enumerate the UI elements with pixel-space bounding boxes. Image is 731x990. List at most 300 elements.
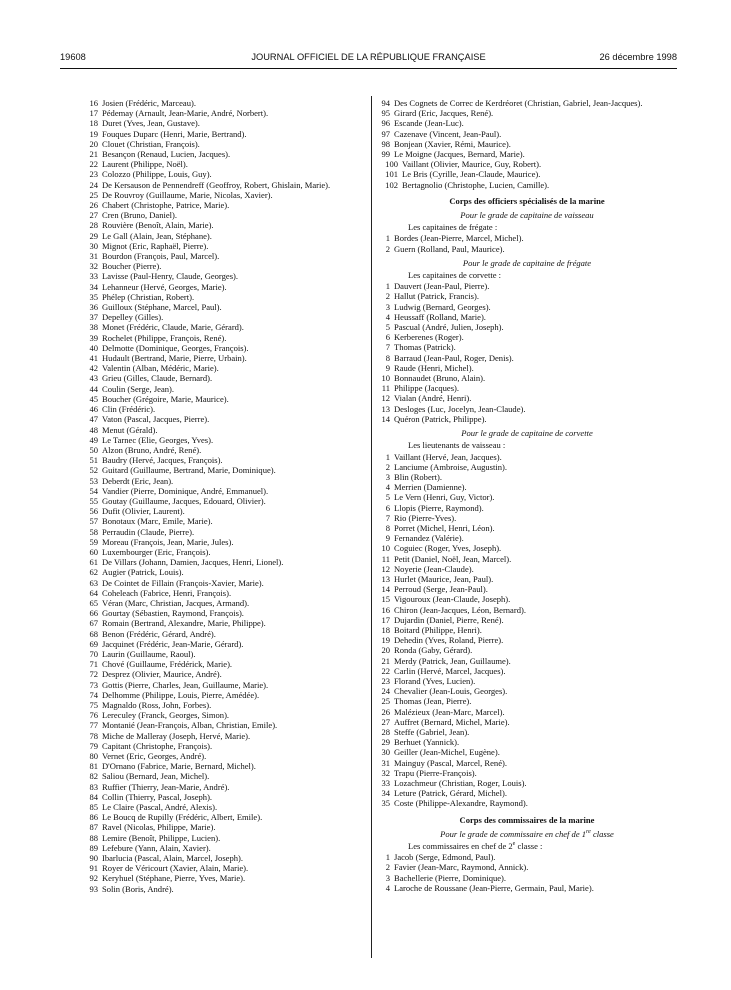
list-item: [80, 118, 366, 128]
item-number: 86: [89, 812, 98, 823]
item-number: 4: [385, 882, 390, 893]
list-item: [80, 547, 366, 557]
item-number: 64: [89, 587, 98, 598]
item-name: Montanié (Jean-François, Alban, Christian, Emile).: [102, 720, 278, 731]
list-item: [378, 747, 676, 757]
list-item: [80, 282, 366, 292]
list-item: [378, 554, 676, 564]
list-item: [378, 656, 676, 666]
list-item: [80, 741, 366, 751]
item-name: De Cointet de Fillain (François-Xavier, Marie).: [102, 577, 264, 588]
list-item: [80, 353, 366, 363]
item-number: 100: [385, 159, 398, 170]
item-number: 16: [381, 604, 390, 615]
item-number: 1: [385, 451, 390, 462]
list-item: [378, 513, 676, 523]
list-item: [378, 594, 676, 604]
item-number: 84: [89, 791, 98, 802]
item-name: Jacquinet (Frédéric, Jean-Marie, Gérard).: [102, 638, 244, 649]
item-number: 77: [89, 720, 98, 731]
item-name: Dufit (Olivier, Laurent).: [102, 506, 185, 517]
item-name: Deberdt (Eric, Jean).: [102, 475, 174, 486]
item-number: 26: [89, 200, 98, 211]
item-name: Gourtay (Sébastien, Raymond, François).: [102, 608, 244, 619]
item-number: 101: [385, 169, 398, 180]
item-number: 29: [381, 737, 390, 748]
list-item: [378, 98, 676, 108]
page-number: 19608: [60, 52, 86, 62]
list-corvette: [378, 452, 676, 809]
item-number: 88: [89, 832, 98, 843]
item-name: Fernandez (Valérie).: [394, 533, 464, 544]
list-item: [80, 618, 366, 628]
list-item: [378, 462, 676, 472]
item-number: 54: [89, 485, 98, 496]
item-name: Chabert (Christophe, Patrice, Marie).: [102, 200, 230, 211]
list-item: [80, 190, 366, 200]
list-item: [80, 710, 366, 720]
list-item: [80, 220, 366, 230]
item-number: 53: [89, 475, 98, 486]
list-item: [80, 231, 366, 241]
item-name: Alzon (Bruno, André, René).: [102, 444, 202, 455]
item-name: Bachellerie (Pierre, Dominique).: [394, 872, 507, 883]
item-number: 30: [89, 240, 98, 251]
item-name: Dauvert (Jean-Paul, Pierre).: [394, 281, 490, 292]
item-name: Auffret (Bernard, Michel, Marie).: [394, 716, 510, 727]
item-number: 79: [89, 740, 98, 751]
list-item: [378, 717, 676, 727]
item-number: 65: [89, 597, 98, 608]
grade-title-fregate: Pour le grade de capitaine de frégate: [462, 257, 592, 268]
list-item: [80, 751, 366, 761]
item-name: De Rouvroy (Guillaume, Marie, Nicolas, Xavier).: [102, 189, 273, 200]
item-number: 14: [381, 413, 390, 424]
item-name: Thomas (Jean, Pierre).: [394, 696, 472, 707]
item-number: 30: [381, 747, 390, 758]
journal-title: JOURNAL OFFICIEL DE LA RÉPUBLIQUE FRANÇAISE: [251, 52, 486, 62]
item-name: Ludwig (Bernard, Georges).: [394, 301, 491, 312]
item-number: 92: [89, 873, 98, 884]
item-number: 24: [381, 686, 390, 697]
header-rule: [60, 68, 677, 69]
item-number: 52: [89, 465, 98, 476]
item-number: 3: [385, 872, 390, 883]
item-name: Desprez (Olivier, Maurice, André).: [102, 669, 222, 680]
list-item: [378, 676, 676, 686]
item-number: 99: [381, 149, 390, 160]
list-item: [378, 503, 676, 513]
item-name: Monet (Frédéric, Claude, Marie, Gérard).: [102, 322, 244, 333]
item-number: 28: [381, 726, 390, 737]
item-number: 2: [385, 291, 390, 302]
item-number: 20: [381, 645, 390, 656]
item-number: 3: [385, 301, 390, 312]
item-number: 29: [89, 230, 98, 241]
list-item: [378, 523, 676, 533]
list-item: [378, 768, 676, 778]
item-number: 22: [381, 665, 390, 676]
subheading-commissaires: Les commissaires en chef de 2e classe :: [408, 841, 543, 852]
list-item: [378, 332, 676, 342]
item-name: De Kersauson de Pennendreff (Geoffroy, Robert, Ghislain, Marie).: [102, 179, 331, 190]
list-item: [80, 598, 366, 608]
item-number: 6: [385, 332, 390, 343]
item-name: Lemire (Benoît, Philippe, Lucien).: [102, 832, 221, 843]
item-number: 21: [89, 149, 98, 160]
list-item: [80, 169, 366, 179]
list-item: [378, 482, 676, 492]
list-item: [378, 758, 676, 768]
list-item: [378, 564, 676, 574]
list-item: [378, 574, 676, 584]
subheading-capitaines-corvette: Les capitaines de corvette :: [408, 270, 502, 281]
item-name: Bourdon (François, Paul, Marcel).: [102, 251, 220, 262]
item-number: 26: [381, 706, 390, 717]
list-item: [378, 727, 676, 737]
item-number: 37: [89, 312, 98, 323]
item-name: Favier (Jean-Marc, Raymond, Annick).: [394, 862, 529, 873]
list-item: [80, 312, 366, 322]
item-name: Bertagnolio (Christophe, Lucien, Camille).: [402, 179, 550, 190]
item-name: Romain (Bertrand, Alexandre, Marie, Philippe).: [102, 618, 266, 629]
item-name: Fouques Duparc (Henri, Marie, Bertrand).: [102, 128, 247, 139]
item-name: Lereculey (Franck, Georges, Simon).: [102, 710, 230, 721]
column-divider: [371, 96, 372, 958]
item-name: Hallut (Patrick, Francis).: [394, 291, 479, 302]
list-item: [378, 414, 676, 424]
item-number: 5: [385, 322, 390, 333]
item-name: Porret (Michel, Henri, Léon).: [394, 522, 495, 533]
list-item: [80, 782, 366, 792]
list-item: [80, 200, 366, 210]
item-name: Kerberenes (Roger).: [394, 332, 464, 343]
item-name: Luxembourger (Eric, François).: [102, 546, 211, 557]
item-name: Cren (Bruno, Daniel).: [102, 210, 178, 221]
item-number: 1: [385, 281, 390, 292]
item-name: Jacob (Serge, Edmond, Paul).: [394, 852, 496, 863]
item-number: 94: [381, 98, 390, 108]
list-item: [378, 635, 676, 645]
list-item: [378, 472, 676, 482]
item-name: Le Bris (Cyrille, Jean-Claude, Maurice).: [402, 169, 541, 180]
item-name: Le Boucq de Rupilly (Frédéric, Albert, Emile).: [102, 812, 263, 823]
item-number: 6: [385, 502, 390, 513]
item-name: Keryhuel (Stéphane, Pierre, Yves, Marie).: [102, 873, 246, 884]
list-item: [80, 241, 366, 251]
list-item: [378, 139, 676, 149]
item-name: Mignot (Eric, Raphaël, Pierre).: [102, 240, 209, 251]
item-name: Rio (Pierre-Yves).: [394, 512, 457, 523]
item-number: 62: [89, 567, 98, 578]
item-name: Laroche de Roussane (Jean-Pierre, Germain, Paul, Marie).: [394, 882, 594, 893]
item-number: 35: [89, 291, 98, 302]
item-name: Josien (Frédéric, Marceau).: [102, 98, 196, 108]
list-commissaires: [378, 852, 676, 893]
list-item: [378, 363, 676, 373]
item-name: Raude (Henri, Michel).: [394, 362, 474, 373]
item-name: Chové (Guillaume, Frédérick, Marie).: [102, 659, 233, 670]
list-item: [378, 798, 676, 808]
item-number: 85: [89, 802, 98, 813]
list-item: [80, 516, 366, 526]
item-name: Perraudin (Claude, Pierre).: [102, 526, 195, 537]
list-item: [80, 486, 366, 496]
list-item: [80, 343, 366, 353]
item-number: 33: [89, 271, 98, 282]
item-name: Pédemay (Arnault, Jean-Marie, André, Norbert).: [102, 108, 269, 119]
item-number: 80: [89, 751, 98, 761]
item-name: Gottis (Pierre, Charles, Jean, Guillaume, Marie).: [102, 679, 269, 690]
item-name: Hurlet (Maurice, Jean, Paul).: [394, 573, 494, 584]
item-name: Vigouroux (Jean-Claude, Joseph).: [394, 594, 511, 605]
list-item: [80, 261, 366, 271]
list-item: [80, 557, 366, 567]
item-name: Grieu (Gilles, Claude, Bernard).: [102, 373, 213, 384]
list-item: [80, 700, 366, 710]
item-number: 55: [89, 495, 98, 506]
item-name: Vialan (André, Henri).: [394, 393, 472, 404]
item-name: Coheleach (Fabrice, Henri, François).: [102, 587, 232, 598]
list-item: [80, 639, 366, 649]
item-number: 70: [89, 648, 98, 659]
item-number: 16: [89, 98, 98, 108]
list-item: [378, 492, 676, 502]
item-name: Bonotaux (Marc, Emile, Marie).: [102, 516, 213, 527]
list-item: [80, 771, 366, 781]
list-item: [378, 169, 676, 179]
item-name: Dehedin (Yves, Roland, Pierre).: [394, 635, 504, 646]
item-number: 17: [89, 108, 98, 119]
list-item: [80, 863, 366, 873]
list-item: [80, 373, 366, 383]
item-number: 69: [89, 638, 98, 649]
list-item: [80, 251, 366, 261]
list-item: [80, 404, 366, 414]
item-number: 2: [385, 461, 390, 472]
item-name: Steffe (Gabriel, Jean).: [394, 726, 470, 737]
list-item: [80, 302, 366, 312]
item-number: 2: [385, 243, 390, 254]
item-name: Chevalier (Jean-Louis, Georges).: [394, 686, 508, 697]
list-item: [378, 233, 676, 243]
item-name: Boucher (Pierre).: [102, 261, 162, 272]
item-number: 95: [381, 108, 390, 119]
list-item: [80, 333, 366, 343]
list-item: [378, 302, 676, 312]
item-name: Ruffier (Thierry, Jean-Marie, André).: [102, 781, 230, 792]
item-name: Baudry (Hervé, Jacques, François).: [102, 455, 223, 466]
list-item: [80, 149, 366, 159]
item-number: 56: [89, 506, 98, 517]
item-name: Augier (Patrick, Louis).: [102, 567, 184, 578]
item-number: 44: [89, 383, 98, 394]
list-item: [80, 873, 366, 883]
item-name: Benon (Frédéric, Gérard, André).: [102, 628, 216, 639]
list-item: [80, 129, 366, 139]
list-item: [80, 720, 366, 730]
list-item: [80, 680, 366, 690]
item-name: Menut (Gérald).: [102, 424, 158, 435]
subheading-lieutenants: Les lieutenants de vaisseau :: [408, 440, 506, 451]
item-name: Clin (Frédéric).: [102, 404, 156, 415]
list-item: [80, 455, 366, 465]
item-name: Trapu (Pierre-François).: [394, 767, 477, 778]
item-name: Geiller (Jean-Michel, Eugène).: [394, 747, 500, 758]
item-name: Vaillant (Hervé, Jean, Jacques).: [394, 451, 502, 462]
grade-title-commissaire: Pour le grade de commissaire en chef de 1re classe: [440, 828, 614, 839]
item-number: 87: [89, 822, 98, 833]
item-number: 49: [89, 434, 98, 445]
item-number: 42: [89, 363, 98, 374]
list-item: [80, 853, 366, 863]
item-number: 2: [385, 862, 390, 873]
item-name: Rochelet (Philippe, François, René).: [102, 332, 227, 343]
item-name: Quéron (Patrick, Philippe).: [394, 413, 487, 424]
list-item: [378, 108, 676, 118]
item-number: 19: [381, 635, 390, 646]
item-number: 23: [381, 675, 390, 686]
item-name: Noyerie (Jean-Claude).: [394, 563, 474, 574]
item-number: 50: [89, 444, 98, 455]
list-item: [80, 465, 366, 475]
item-name: Collin (Thierry, Pascal, Joseph).: [102, 791, 213, 802]
item-number: 67: [89, 618, 98, 629]
list-item: [80, 108, 366, 118]
item-number: 81: [89, 761, 98, 772]
item-name: Carlin (Hervé, Marcel, Jacques).: [394, 665, 506, 676]
item-number: 21: [381, 655, 390, 666]
list-item: [378, 852, 676, 862]
item-name: Delmotte (Dominique, Georges, François).: [102, 342, 249, 353]
item-name: Chiron (Jean-Jacques, Léon, Bernard).: [394, 604, 526, 615]
list-item: [80, 527, 366, 537]
item-name: Coulin (Serge, Jean).: [102, 383, 175, 394]
item-number: 8: [385, 352, 390, 363]
list-item: [80, 139, 366, 149]
item-name: Le Moigne (Jacques, Bernard, Marie).: [394, 149, 525, 160]
item-number: 58: [89, 526, 98, 537]
item-name: Le Vern (Henri, Guy, Victor).: [394, 492, 495, 503]
item-number: 98: [381, 138, 390, 149]
item-name: Merrien (Damienne).: [394, 482, 467, 493]
item-number: 3: [385, 471, 390, 482]
item-number: 41: [89, 353, 98, 364]
item-name: Girard (Eric, Jacques, René).: [394, 108, 494, 119]
item-name: Desloges (Luc, Jocelyn, Jean-Claude).: [394, 403, 526, 414]
item-number: 23: [89, 169, 98, 180]
list-item: [80, 812, 366, 822]
item-number: 89: [89, 842, 98, 853]
item-name: Ronda (Gaby, Gérard).: [394, 645, 473, 656]
list-item: [378, 584, 676, 594]
item-number: 33: [381, 778, 390, 788]
item-number: 68: [89, 628, 98, 639]
item-number: 35: [381, 798, 390, 809]
item-number: 14: [381, 584, 390, 595]
item-name: Guern (Rolland, Paul, Maurice).: [394, 243, 505, 254]
item-name: Vaton (Pascal, Jacques, Pierre).: [102, 414, 210, 425]
item-number: 57: [89, 516, 98, 527]
list-item: [80, 476, 366, 486]
item-name: Ibarlucia (Pascal, Alain, Marcel, Joseph).: [102, 853, 243, 864]
list-item: [378, 149, 676, 159]
item-number: 83: [89, 781, 98, 792]
list-item: [378, 180, 676, 190]
item-name: Blin (Robert).: [394, 471, 442, 482]
list-item: [80, 363, 366, 373]
item-name: Heussaff (Rolland, Marie).: [394, 311, 486, 322]
item-number: 8: [385, 522, 390, 533]
item-number: 60: [89, 546, 98, 557]
item-number: 73: [89, 679, 98, 690]
list-item: [80, 761, 366, 771]
list-item: [378, 404, 676, 414]
item-number: 51: [89, 455, 98, 466]
item-number: 18: [381, 624, 390, 635]
item-name: Vaillant (Olivier, Maurice, Guy, Robert).: [402, 159, 542, 170]
item-name: Duret (Yves, Jean, Gustave).: [102, 118, 200, 129]
item-name: Magnaldo (Ross, John, Forbes).: [102, 699, 212, 710]
list-item: [80, 292, 366, 302]
item-name: Le Claire (Pascal, André, Alexis).: [102, 802, 218, 813]
list-item: [80, 384, 366, 394]
list-vaisseau: [378, 233, 676, 253]
grade-title-vaisseau: Pour le grade de capitaine de vaisseau: [460, 210, 594, 221]
list-item: [80, 180, 366, 190]
list-item: [378, 788, 676, 798]
right-top-list: [378, 98, 676, 190]
list-item: [378, 696, 676, 706]
item-name: Laurin (Guillaume, Raoul).: [102, 648, 196, 659]
item-name: Lanciume (Ambroise, Augustin).: [394, 461, 507, 472]
item-name: Besançon (Renaud, Lucien, Jacques).: [102, 149, 231, 160]
item-name: Perroud (Serge, Jean-Paul).: [394, 584, 488, 595]
list-item: [80, 506, 366, 516]
item-number: 97: [381, 128, 390, 139]
item-name: Solin (Boris, André).: [102, 883, 174, 894]
item-number: 20: [89, 138, 98, 149]
list-item: [378, 383, 676, 393]
list-item: [80, 792, 366, 802]
item-number: 25: [89, 189, 98, 200]
item-number: 18: [89, 118, 98, 129]
item-name: Colozzo (Philippe, Louis, Guy).: [102, 169, 212, 180]
item-number: 7: [385, 512, 390, 523]
item-name: Malézieux (Jean-Marc, Marcel).: [394, 706, 505, 717]
item-name: Bonnaudet (Bruno, Alain).: [394, 373, 486, 384]
item-number: 76: [89, 710, 98, 721]
list-item: [80, 669, 366, 679]
list-item: [80, 567, 366, 577]
item-number: 24: [89, 179, 98, 190]
item-number: 10: [381, 373, 390, 384]
item-number: 1: [385, 852, 390, 863]
list-item: [378, 605, 676, 615]
item-number: 90: [89, 853, 98, 864]
publication-date: 26 décembre 1998: [599, 52, 677, 62]
item-name: Llopis (Pierre, Raymond).: [394, 502, 484, 513]
item-name: Laurent (Philippe, Noël).: [102, 159, 188, 170]
list-item: [80, 496, 366, 506]
item-name: De Villars (Johann, Damien, Jacques, Henri, Lionel).: [102, 557, 284, 568]
item-number: 19: [89, 128, 98, 139]
item-number: 28: [89, 220, 98, 231]
item-number: 48: [89, 424, 98, 435]
list-item: [378, 129, 676, 139]
list-item: [378, 707, 676, 717]
item-number: 74: [89, 689, 98, 700]
